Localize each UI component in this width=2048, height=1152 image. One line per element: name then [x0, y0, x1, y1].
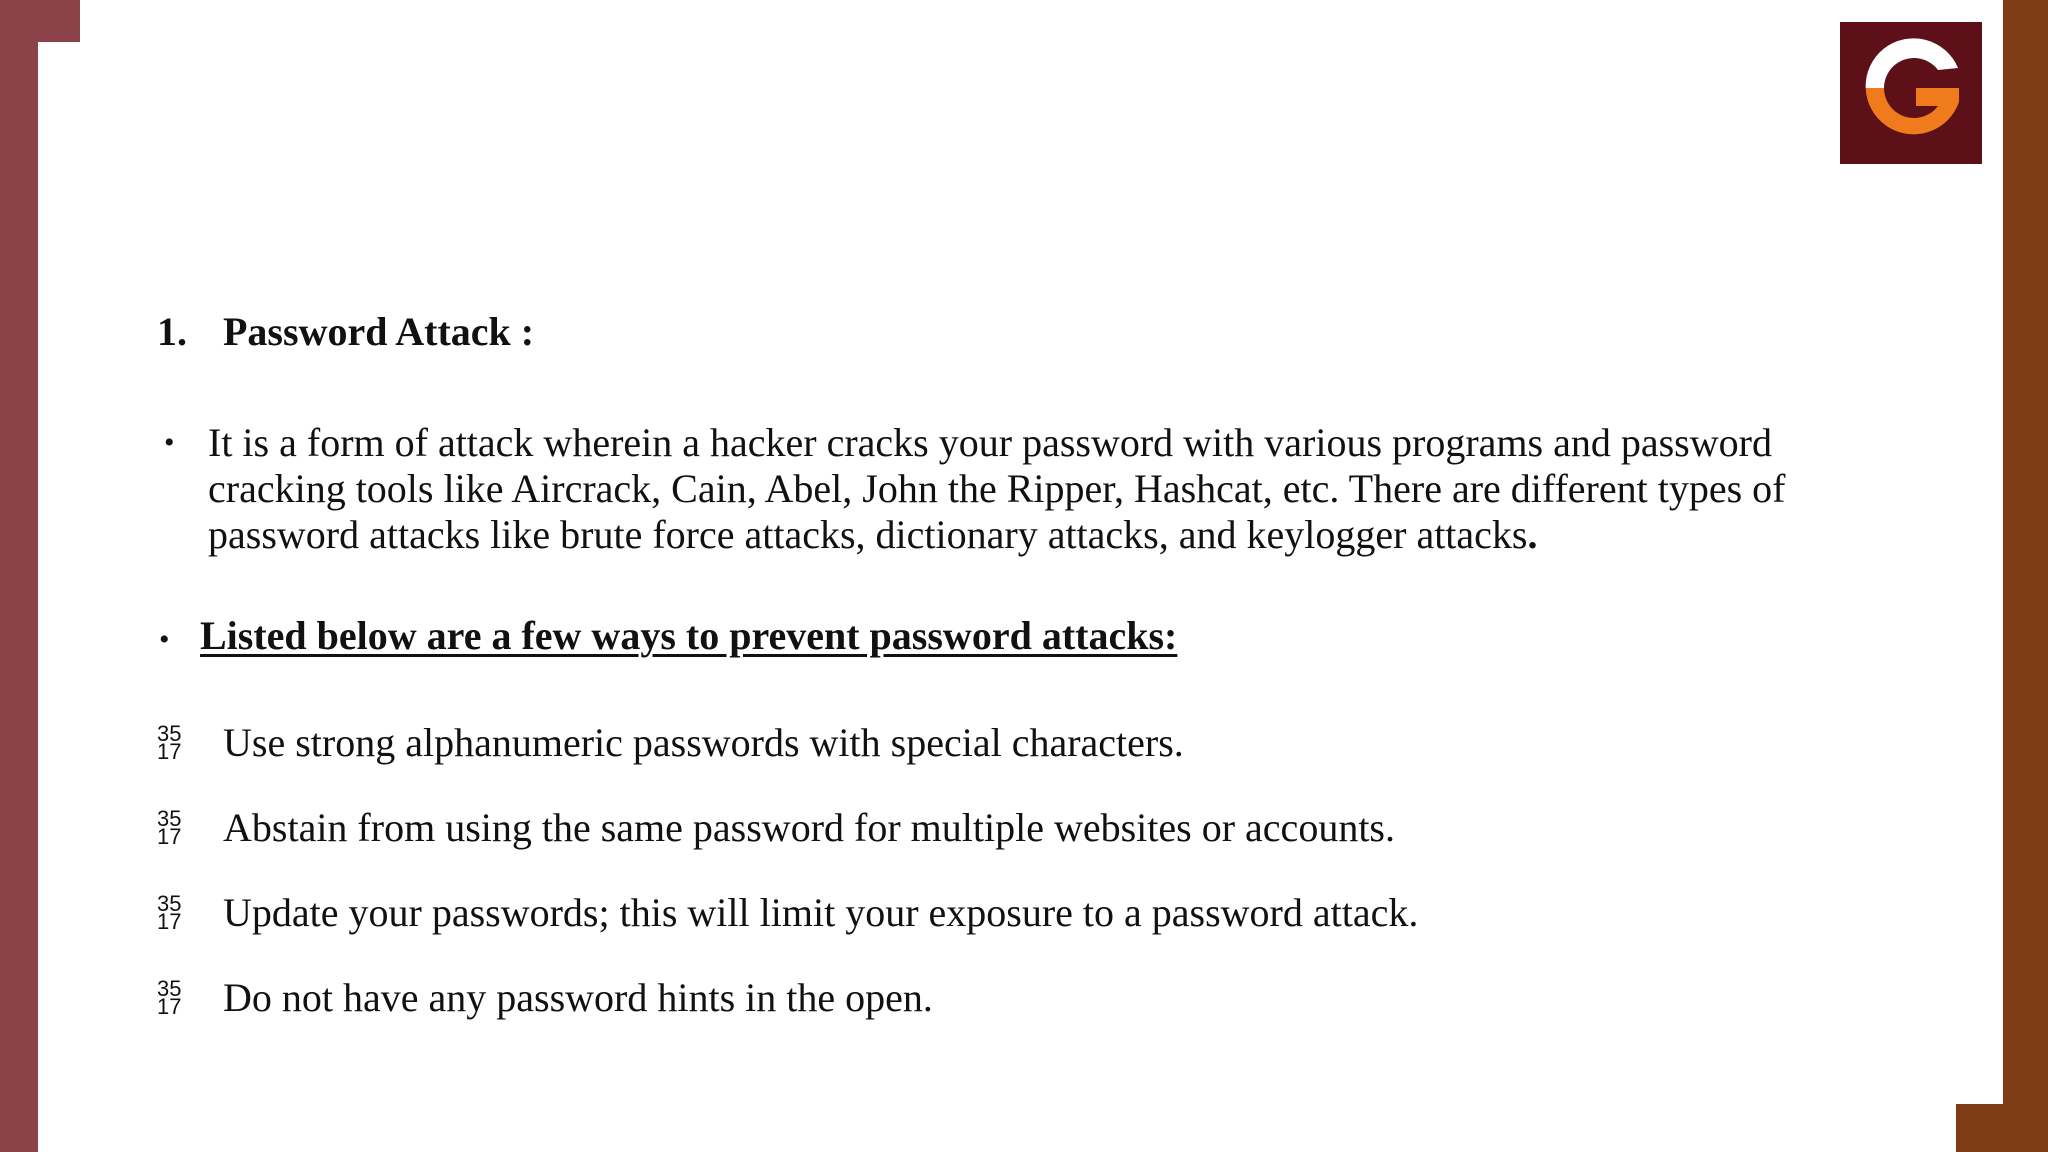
prevention-list: [157, 700, 1418, 1040]
marker-bottom: 17: [157, 738, 182, 764]
marker-top: 35: [157, 975, 182, 1001]
list-marker: [157, 805, 223, 849]
intro-text: It is a form of attack wherein a hacker cracks your password with various programs and password cracking tools like Aircrack, Cain, Abel, John the Ripper, Hashcat, etc. There are different types of password attacks like brute force attacks, dictionary attacks, and keylogger attacks: [208, 420, 1786, 557]
bullet-dot: •: [159, 623, 170, 656]
list-item: [157, 870, 1418, 955]
marker-bottom: 17: [157, 908, 182, 934]
heading-title: Password Attack :: [223, 309, 535, 354]
list-item-text: Do not have any password hints in the open.: [223, 975, 933, 1020]
list-marker: [157, 720, 223, 764]
marker-top: 35: [157, 805, 182, 831]
prevention-subheading: [155, 612, 1177, 663]
list-item-text: Update your passwords; this will limit your exposure to a password attack.: [223, 890, 1419, 935]
list-item-text: Use strong alphanumeric passwords with special characters.: [223, 720, 1184, 765]
bullet-dot: •: [164, 426, 175, 459]
subheading-text: Listed below are a few ways to prevent password attacks:: [200, 613, 1178, 658]
g-logo-icon: [1840, 22, 1982, 164]
marker-bottom: 17: [157, 993, 182, 1019]
marker-top: 35: [157, 720, 182, 746]
section-heading: [157, 308, 534, 355]
intro-text-container: [208, 420, 1900, 558]
list-marker: [157, 975, 223, 1019]
list-marker: [157, 890, 223, 934]
marker-bottom: 17: [157, 823, 182, 849]
right-frame-corner: [1956, 1104, 2048, 1152]
list-item: [157, 700, 1418, 785]
intro-paragraph: [160, 420, 1900, 558]
right-frame-bar: [2003, 0, 2048, 1152]
left-frame-corner: [0, 0, 80, 42]
list-item: [157, 955, 1418, 1040]
left-frame-bar: [0, 0, 38, 1152]
heading-number: 1.: [157, 309, 187, 354]
marker-top: 35: [157, 890, 182, 916]
list-item: [157, 785, 1418, 870]
list-item-text: Abstain from using the same password for multiple websites or accounts.: [223, 805, 1395, 850]
intro-end: .: [1527, 512, 1538, 557]
